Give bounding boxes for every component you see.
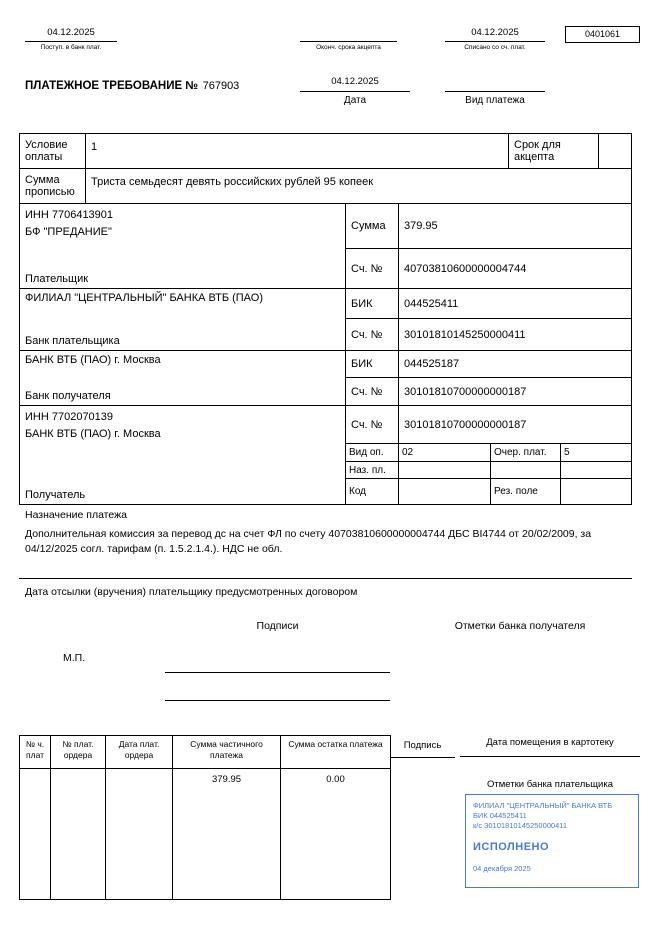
amount-words-label: Сумма прописью (20, 169, 86, 203)
payer-caption: Плательщик (25, 273, 89, 285)
payer-bank-name: ФИЛИАЛ "ЦЕНТРАЛЬНЫЙ" БАНКА ВТБ (ПАО) (25, 292, 263, 304)
payer-info (25, 207, 340, 241)
purpose-caption: Назначение платежа (25, 509, 127, 521)
payer-amounts (346, 204, 631, 288)
doc-date-block (300, 76, 410, 106)
col-order-date-header: Дата плат. ордера (106, 736, 172, 769)
payer-bank-cell (20, 289, 346, 350)
col-order-number (51, 736, 106, 899)
col-partial-number-header: № ч. плат (20, 736, 50, 769)
condition-value: 1 (86, 134, 509, 168)
payer-account-label: Сч. № (346, 249, 399, 288)
payee-bank-marks-caption: Отметки банка получателя (454, 620, 586, 632)
purpose-code-subrow (346, 462, 631, 479)
payee-row (20, 406, 631, 504)
payer-account-subrow (346, 249, 631, 288)
remainder-amount-value: 0.00 (326, 774, 345, 785)
doc-title: ПЛАТЕЖНОЕ ТРЕБОВАНИЕ № (25, 80, 199, 92)
purpose-code-label: Наз. пл. (346, 462, 399, 478)
signature-column-caption: Подпись (390, 735, 455, 758)
payee-cell (20, 406, 346, 504)
purpose-code-spacer (491, 462, 561, 478)
dispatch-date-caption: Дата отсылки (вручения) плательщику предусмотренных договором (25, 586, 358, 598)
payee-bank-requisites (346, 351, 631, 405)
amount-value: 379.95 (404, 220, 438, 232)
op-kind-value: 02 (399, 444, 491, 461)
code-value (399, 479, 491, 504)
card-file-date-caption: Дата помещения в картотеку (460, 733, 640, 757)
payee-account-label: Сч. № (346, 406, 399, 443)
stamp-status: ИСПОЛНЕНО (473, 841, 550, 853)
purpose-separator-line (19, 578, 632, 579)
signature-line-1 (165, 672, 390, 673)
col-partial-number (20, 736, 51, 899)
bank-execution-stamp (465, 794, 639, 888)
stamp-date: 04 декабря 2025 (473, 864, 531, 873)
payee-info (25, 409, 340, 443)
payer-bank-requisites (346, 289, 631, 350)
payer-account-value: 40703810600000004744 (404, 262, 527, 275)
form-code-box: 0401061 (565, 26, 640, 43)
signature-line-2 (165, 700, 390, 701)
doc-date-caption: Дата (343, 95, 367, 106)
bank-received-block (25, 27, 117, 51)
payment-kind-block (445, 76, 545, 106)
accept-term-value (599, 134, 631, 168)
payee-bank-row (20, 351, 631, 406)
stamp-bik: БИК 044525411 (473, 811, 527, 820)
doc-number: 767903 (202, 80, 240, 92)
payment-kind-line (445, 76, 545, 92)
col-order-number-header: № плат. ордера (51, 736, 105, 769)
payee-bank-bik-label: БИК (346, 351, 399, 377)
payer-cell (20, 204, 346, 288)
col-partial-number-value (20, 769, 50, 774)
main-table (19, 133, 632, 505)
payee-bank-account-label: Сч. № (346, 378, 399, 405)
payer-bank-account-subrow (346, 319, 631, 350)
op-kind-label: Вид оп. (346, 444, 399, 461)
payer-inn: ИНН 7706413901 (25, 209, 114, 221)
payee-bank-caption: Банк получателя (25, 390, 111, 402)
payee-inn: ИНН 7702070139 (25, 411, 114, 423)
purpose-text: Дополнительная комиссия за перевод дс на счет ФЛ по счету 40703810600000004744 ДБС BI4744 от 20/02/2009, за 04/12/2025 согл. тарифам (п. 1.5.2.1.4.). НДС не обл. (25, 528, 592, 555)
debited-date: 04.12.2025 (445, 27, 545, 42)
payer-bank-bik-subrow (346, 289, 631, 319)
payer-bank-marks-caption: Отметки банка плательщика (487, 779, 613, 790)
code-label: Код (346, 479, 399, 504)
amount-words-row (20, 169, 631, 204)
stamp-bank-name: ФИЛИАЛ "ЦЕНТРАЛЬНЫЙ" БАНКА ВТБ (473, 801, 613, 810)
payee-requisites (346, 406, 631, 504)
payee-bank-cell (20, 351, 346, 405)
payer-bank-account-label: Сч. № (346, 319, 399, 350)
condition-row (20, 134, 631, 169)
reserve-field-value (561, 479, 631, 504)
debited-caption: Списано со сч. плат. (464, 44, 526, 51)
payer-bank-bik-label: БИК (346, 289, 399, 318)
debited-block (445, 27, 545, 51)
amount-words-value: Триста семьдесят девять российских рублей 95 копеек (91, 176, 374, 188)
col-order-date (106, 736, 173, 899)
accept-deadline-block (300, 27, 397, 51)
payee-bank-account-value: 30101810700000000187 (404, 385, 527, 398)
payer-bank-row (20, 289, 631, 351)
payer-row (20, 204, 631, 289)
signatures-caption: Подписи (256, 620, 299, 632)
payment-kind-caption: Вид платежа (465, 95, 525, 106)
col-remainder-amount (281, 736, 390, 899)
op-kind-subrow (346, 444, 631, 462)
purpose-code-spacer2 (561, 462, 631, 478)
payee-account-value: 30101810700000000187 (404, 418, 527, 431)
payer-bank-account-value: 30101810145250000411 (404, 328, 526, 341)
payee-caption: Получатель (25, 489, 86, 501)
stamp-corr-account: к/с 30101810145250000411 (473, 821, 568, 830)
amount-subrow (346, 204, 631, 249)
doc-date: 04.12.2025 (300, 76, 410, 92)
payer-bank-caption: Банк плательщика (25, 335, 120, 347)
accept-term-label: Срок для акцепта (509, 134, 599, 168)
payment-order-value: 5 (564, 447, 570, 458)
accept-deadline-line (300, 27, 397, 42)
payee-bank-account-subrow (346, 378, 631, 405)
payee-bank-bik-value: 044525187 (404, 358, 460, 370)
purpose-code-value (399, 462, 491, 478)
seal-caption: М.П. (63, 652, 86, 664)
col-order-number-value (51, 769, 105, 774)
col-partial-amount (173, 736, 281, 899)
received-date: 04.12.2025 (25, 27, 117, 42)
amount-label: Сумма (346, 204, 399, 248)
payee-bank-name: БАНК ВТБ (ПАО) г. Москва (25, 354, 161, 366)
payment-order-label: Очер. плат. (491, 444, 561, 461)
payer-bank-bik-value: 044525411 (404, 297, 459, 310)
partial-amount-value: 379.95 (211, 774, 242, 785)
accept-deadline-caption: Оконч. срока акцепта (316, 44, 381, 51)
payee-account-subrow (346, 406, 631, 444)
reserve-field-label: Рез. поле (491, 479, 561, 504)
col-partial-amount-header: Сумма частичного платежа (173, 736, 280, 769)
received-caption: Поступ. в банк плат. (40, 44, 102, 51)
col-order-date-value (106, 769, 172, 774)
condition-label: Условие оплаты (20, 134, 86, 168)
code-subrow (346, 479, 631, 504)
doc-title-row (25, 76, 239, 94)
payer-name: БФ "ПРЕДАНИЕ" (25, 226, 112, 238)
col-remainder-amount-header: Сумма остатка платежа (281, 736, 390, 769)
partial-payments-table (19, 735, 391, 900)
payee-bank-bik-subrow (346, 351, 631, 378)
payee-name: БАНК ВТБ (ПАО) г. Москва (25, 428, 161, 440)
